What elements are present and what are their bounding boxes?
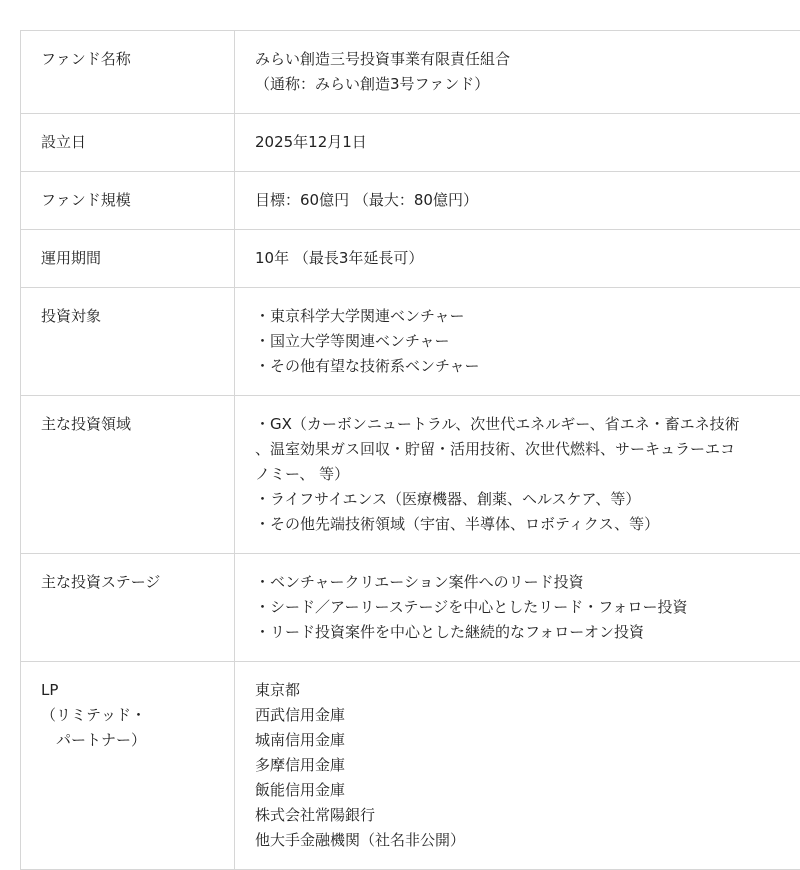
row-value-line: 10年 （最長3年延長可）: [255, 246, 800, 271]
row-value: [235, 288, 800, 396]
row-value-line: ・ライフサイエンス（医療機器、創薬、ヘルスケア、等）: [255, 487, 800, 512]
row-label: [21, 31, 235, 114]
table-row: [21, 288, 800, 396]
row-value-line: 目標：60億円 （最大：80億円）: [255, 188, 800, 213]
row-value-line: 2025年12月1日: [255, 130, 800, 155]
row-value-line: 他大手金融機関（社名非公開）: [255, 828, 800, 853]
table-row: [21, 114, 800, 172]
row-value-line: ・その他有望な技術系ベンチャー: [255, 354, 800, 379]
row-value-line: みらい創造三号投資事業有限責任組合: [255, 47, 800, 72]
row-value-line: （通称：みらい創造3号ファンド）: [255, 72, 800, 97]
table-body: [21, 31, 800, 870]
row-value-line: ・GX（カーボンニュートラル、次世代エネルギー、省エネ・畜エネ技術: [255, 412, 800, 437]
table-row: [21, 662, 800, 870]
row-value-line: ノミー、 等）: [255, 462, 800, 487]
row-label-line: 設立日: [41, 130, 214, 155]
table-row: [21, 31, 800, 114]
row-label-line: ファンド規模: [41, 188, 214, 213]
row-value-line: ・シード／アーリーステージを中心としたリード・フォロー投資: [255, 595, 800, 620]
row-value: [235, 172, 800, 230]
row-value-line: ・国立大学等関連ベンチャー: [255, 329, 800, 354]
row-value-line: 飯能信用金庫: [255, 778, 800, 803]
row-label-line: 主な投資ステージ: [41, 570, 214, 595]
row-value: [235, 662, 800, 870]
row-value-line: 東京都: [255, 678, 800, 703]
row-value: [235, 396, 800, 554]
row-value: [235, 230, 800, 288]
row-value-line: ・東京科学大学関連ベンチャー: [255, 304, 800, 329]
row-label-line: ファンド名称: [41, 47, 214, 72]
row-value-line: ・その他先端技術領域（宇宙、半導体、ロボティクス、等）: [255, 512, 800, 537]
table-row: [21, 554, 800, 662]
row-label: [21, 396, 235, 554]
row-label-line: 主な投資領域: [41, 412, 214, 437]
row-label-line: 投資対象: [41, 304, 214, 329]
row-label-line: パートナー）: [41, 728, 214, 753]
row-value: [235, 31, 800, 114]
row-label-line: （リミテッド・: [41, 703, 214, 728]
table-row: [21, 172, 800, 230]
row-value-line: 城南信用金庫: [255, 728, 800, 753]
fund-overview-table: [20, 30, 800, 870]
row-value-line: ・リード投資案件を中心とした継続的なフォローオン投資: [255, 620, 800, 645]
row-label: [21, 662, 235, 870]
row-value-line: 多摩信用金庫: [255, 753, 800, 778]
row-label: [21, 554, 235, 662]
row-label-line: LP: [41, 678, 214, 703]
row-label: [21, 288, 235, 396]
row-label: [21, 172, 235, 230]
row-label: [21, 230, 235, 288]
row-value: [235, 114, 800, 172]
row-label: [21, 114, 235, 172]
table-row: [21, 230, 800, 288]
row-value: [235, 554, 800, 662]
row-value-line: 、温室効果ガス回収・貯留・活用技術、次世代燃料、サーキュラーエコ: [255, 437, 800, 462]
table-row: [21, 396, 800, 554]
row-value-line: 西武信用金庫: [255, 703, 800, 728]
row-value-line: ・ベンチャークリエーション案件へのリード投資: [255, 570, 800, 595]
row-value-line: 株式会社常陽銀行: [255, 803, 800, 828]
row-label-line: 運用期間: [41, 246, 214, 271]
